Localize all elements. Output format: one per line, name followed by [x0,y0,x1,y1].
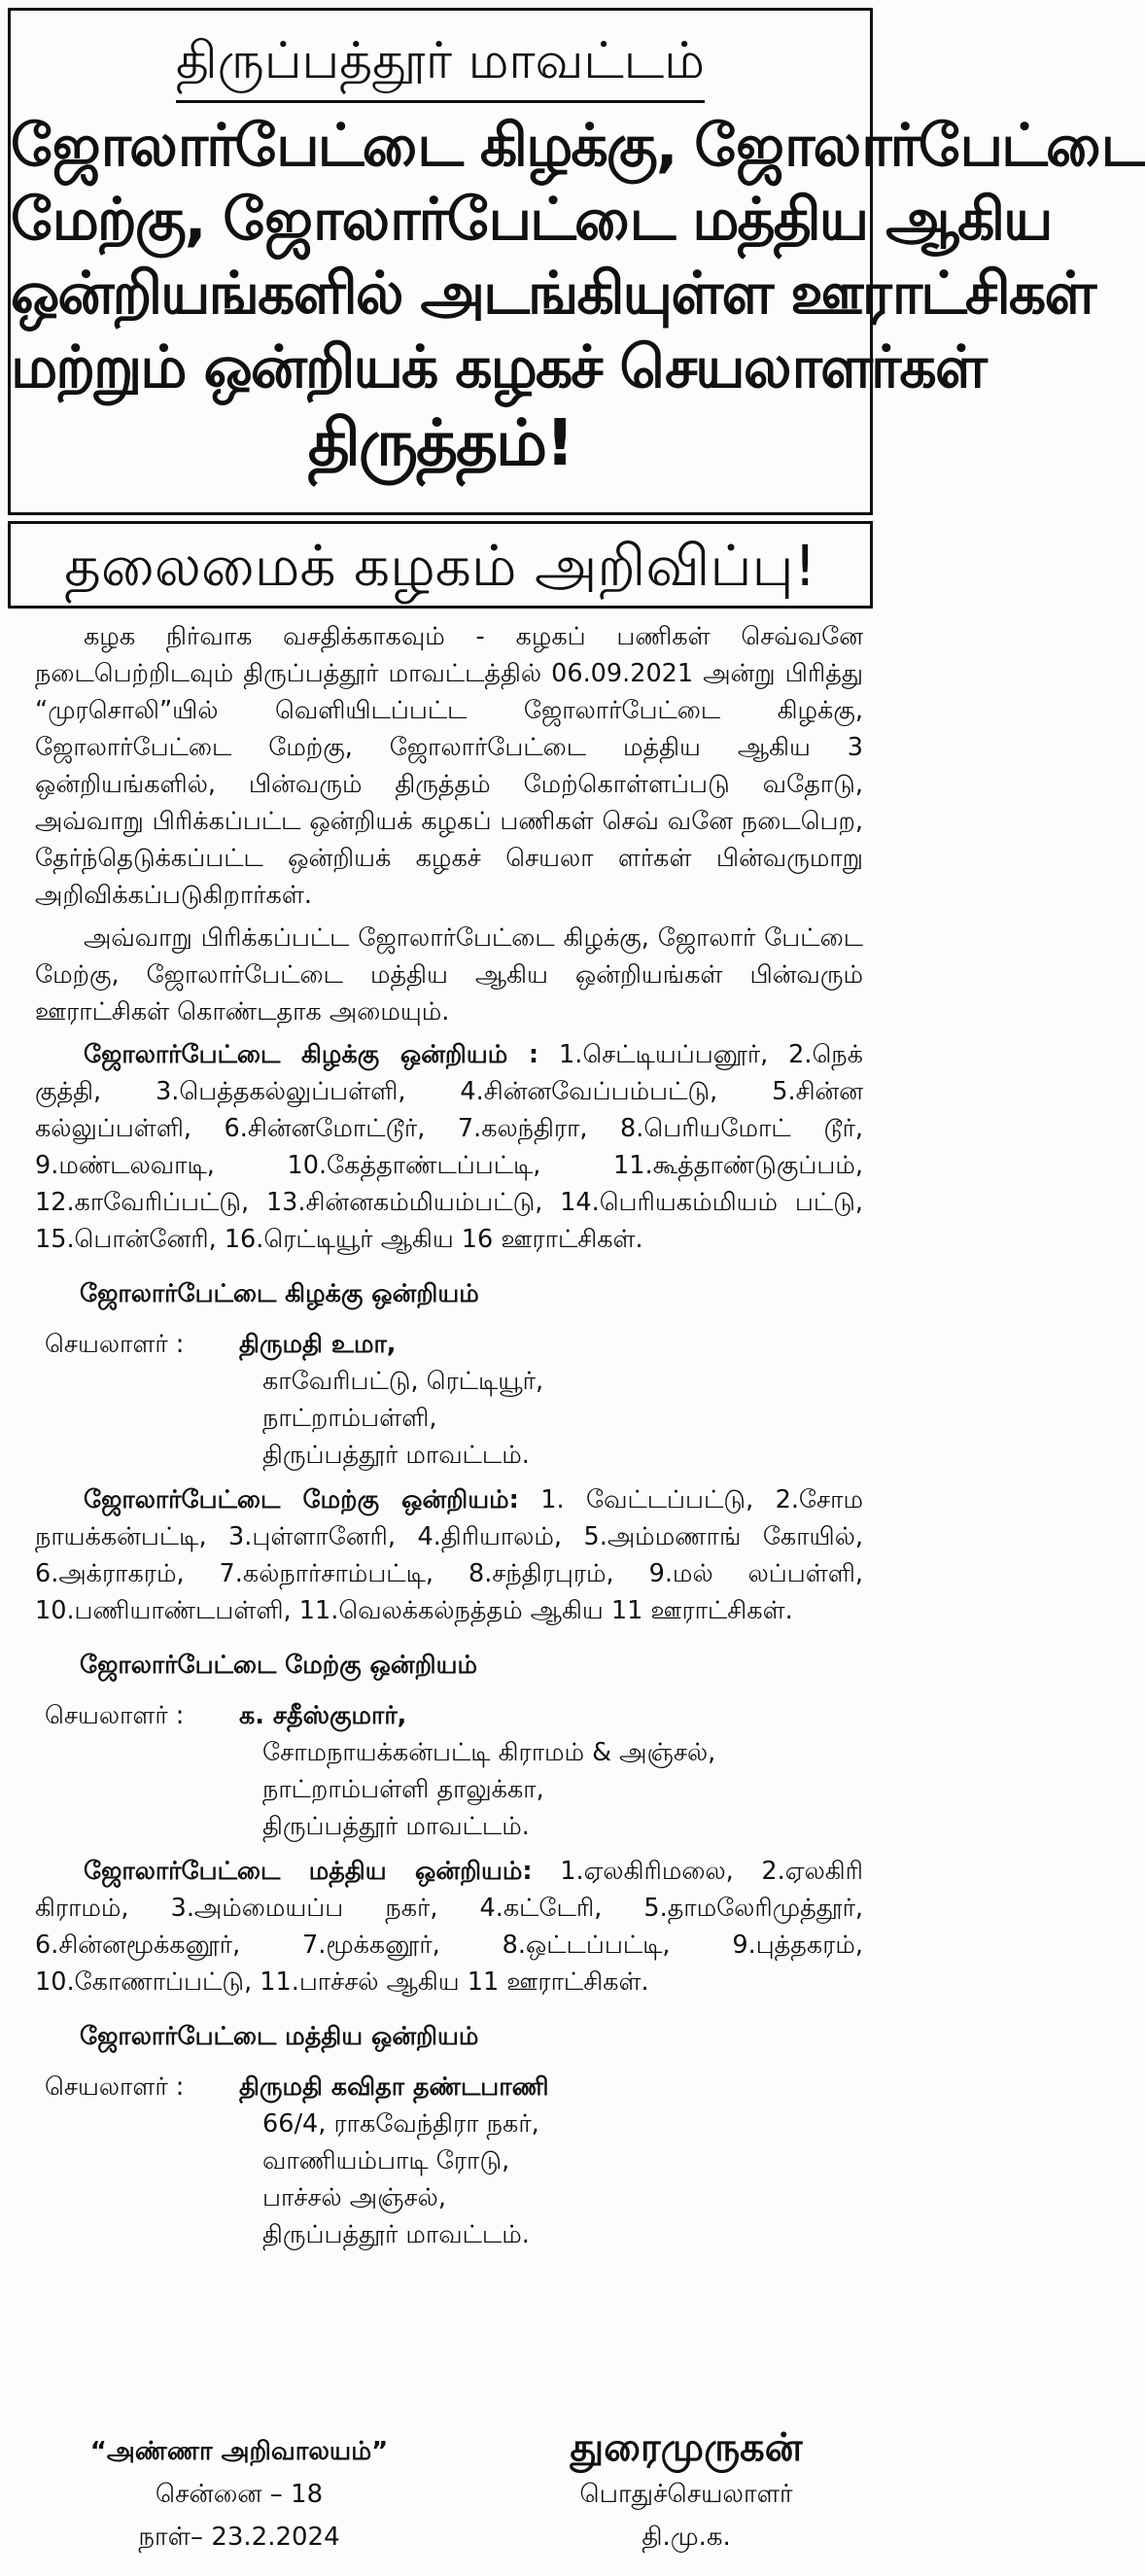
address-line: வாணியம்பாடி ரோடு, [262,2146,510,2176]
west-union-secretary-name: க. சதீஸ்குமார், [239,1701,407,1730]
secretary-label: செயலாளர் : [45,1330,185,1359]
office-city: சென்னை – 18 [155,2480,324,2509]
west-union-secretary-address [262,1734,863,1845]
office-block [54,2430,424,2559]
headline-line-4: மற்றும் ஒன்றியக் கழகச் செயலாளர்கள் [11,333,986,401]
signatory-designation: பொதுச்செயலாளர் [579,2480,793,2509]
address-line: காவேரிபட்டு, ரெட்டியூர், [262,1367,544,1396]
hq-announcement-title: தலைமைக் கழகம் அறிவிப்பு! [64,533,816,599]
notice-footer [39,2425,855,2566]
central-union-villages [35,1853,863,2001]
west-union-secretary-row [35,1697,863,1734]
central-union-secretary-heading: ஜோலார்பேட்டை மத்திய ஒன்றியம் [80,2022,479,2051]
notice-body [35,618,863,2253]
central-union-village-list: 1.ஏலகிரிமலை, 2.ஏலகிரி கிராமம், 3.அம்மையப்ப நகர், 4.கட்டேரி, 5.தாமலேரிமுத்தூர், 6.சின்னமூக்கனூர், 7.மூக்கனூர், 8.ஒட்டப்பட்டி, 9.புத்தகரம், 10.கோணாப்பட்டு, 11.பாச்சல் ஆகிய 11 ஊராட்சிகள். [35,1857,863,1997]
office-name: “அண்ணா அறிவாலயம்” [89,2437,389,2466]
central-union-secretary-name: திருமதி கவிதா தண்டபாணி [239,2072,549,2102]
secretary-label: செயலாளர் : [45,2072,185,2102]
address-line: 66/4, ராகவேந்திரா நகர், [262,2109,539,2139]
east-union-secretary-row [35,1326,863,1363]
announcement-box [8,521,873,609]
west-union-villages [35,1481,863,1629]
notice-date: நாள்– 23.2.2024 [138,2523,340,2552]
secretary-label: செயலாளர் : [45,1701,185,1730]
headline-correction: திருத்தம்! [307,405,573,480]
signatory-name: துரைமுருகன் [570,2425,803,2470]
central-union-secretary-address [262,2106,863,2253]
address-line: திருப்பத்தூர் மாவட்டம். [262,1441,530,1470]
central-union-label: ஜோலார்பேட்டை மத்திய ஒன்றியம்: [84,1857,533,1886]
address-line: திருப்பத்தூர் மாவட்டம். [262,2220,530,2249]
headline-line-2: மேற்கு, ஜோலார்பேட்டை மத்திய ஆகிய [11,186,1052,254]
east-union-secretary-address [262,1363,863,1474]
address-line: நாட்றாம்பள்ளி தாலுக்கா, [262,1775,544,1804]
address-line: பாச்சல் அஞ்சல், [262,2183,446,2212]
address-line: நாட்றாம்பள்ளி, [262,1404,437,1433]
headline-box [8,8,1145,515]
west-union-secretary-heading: ஜோலார்பேட்டை மேற்கு ஒன்றியம் [80,1651,477,1680]
east-union-village-list: 1.செட்டியப்பனூர், 2.நெக் குத்தி, 3.பெத்தகல்லுப்பள்ளி, 4.சின்னவேப்பம்பட்டு, 5.சின்ன கல்லுப்பள்ளி, 6.சின்னமோட்டூர், 7.கலந்திரா, 8.பெரியமோட் டூர், 9.மண்டலவாடி, 10.கேத்தாண்டப்பட்டி, 11.கூத்தாண்டுகுப்பம், 12.காவேரிப்பட்டு, 13.சின்னகம்மியம்பட்டு, 14.பெரியகம்மியம் பட்டு, 15.பொன்னேரி, 16.ரெட்டியூர் ஆகிய 16 ஊராட்சிகள். [35,1040,863,1254]
headline-line-1: ஜோலார்பேட்டை கிழக்கு, ஜோலார்பேட்டை [11,112,1145,180]
west-union-village-list: 1. வேட்டப்பட்டு, 2.சோம நாயக்கன்பட்டி, 3.புள்ளானேரி, 4.திரியாலம், 5.அம்மணாங் கோயில், 6.அக்ராகரம், 7.கல்நார்சாம்பட்டி, 8.சந்திரபுரம், 9.மல் லப்பள்ளி, 10.பணியாண்டபள்ளி, 11.வெலக்கல்நத்தம் ஆகிய 11 ஊராட்சிகள். [35,1485,863,1625]
east-union-label: ஜோலார்பேட்டை கிழக்கு ஒன்றியம் : [84,1040,539,1069]
east-union-secretary-name: திருமதி உமா, [239,1330,397,1359]
district-underline [176,100,705,103]
east-union-villages [35,1036,863,1258]
east-union-secretary-heading: ஜோலார்பேட்டை கிழக்கு ஒன்றியம் [80,1279,479,1308]
headline-line-3: ஒன்றியங்களில் அடங்கியுள்ள ஊராட்சிகள் [11,260,1095,328]
signature-block [531,2422,842,2559]
intro-paragraph-2: அவ்வாறு பிரிக்கப்பட்ட ஜோலார்பேட்டை கிழக்கு, ஜோலார் பேட்டை மேற்கு, ஜோலார்பேட்டை மத்திய ஆகிய ஒன்றியங்கள் பின்வரும் ஊராட்சிகள் கொண்டதாக அமையும். [35,923,863,1027]
west-union-label: ஜோலார்பேட்டை மேற்கு ஒன்றியம்: [84,1485,519,1514]
central-union-secretary-row [35,2069,863,2106]
intro-paragraph-1: கழக நிர்வாக வசதிக்காகவும் - கழகப் பணிகள் செவ்வனே நடைபெற்றிடவும் திருப்பத்தூர் மாவட்டத்தில் 06.09.2021 அன்று பிரித்து “முரசொலி”யில் வெளியிடப்பட்ட ஜோலார்பேட்டை கிழக்கு, ஜோலார்பேட்டை மேற்கு, ஜோலார்பேட்டை மத்திய ஆகிய 3 ஒன்றியங்களில், பின்வரும் திருத்தம் மேற்கொள்ளப்படு வதோடு, அவ்வாறு பிரிக்கப்பட்ட ஒன்றியக் கழகப் பணிகள் செவ் வனே நடைபெற, தேர்ந்தெடுக்கப்பட்ட ஒன்றியக் கழகச் செயலா ளர்கள் பின்வருமாறு அறிவிக்கப்படுகிறார்கள். [35,622,863,910]
address-line: சோமநாயக்கன்பட்டி கிராமம் & அஞ்சல், [262,1738,716,1767]
party-name: தி.மு.க. [642,2523,731,2552]
address-line: திருப்பத்தூர் மாவட்டம். [262,1812,530,1841]
district-title: திருப்பத்தூர் மாவட்டம் [176,32,705,90]
